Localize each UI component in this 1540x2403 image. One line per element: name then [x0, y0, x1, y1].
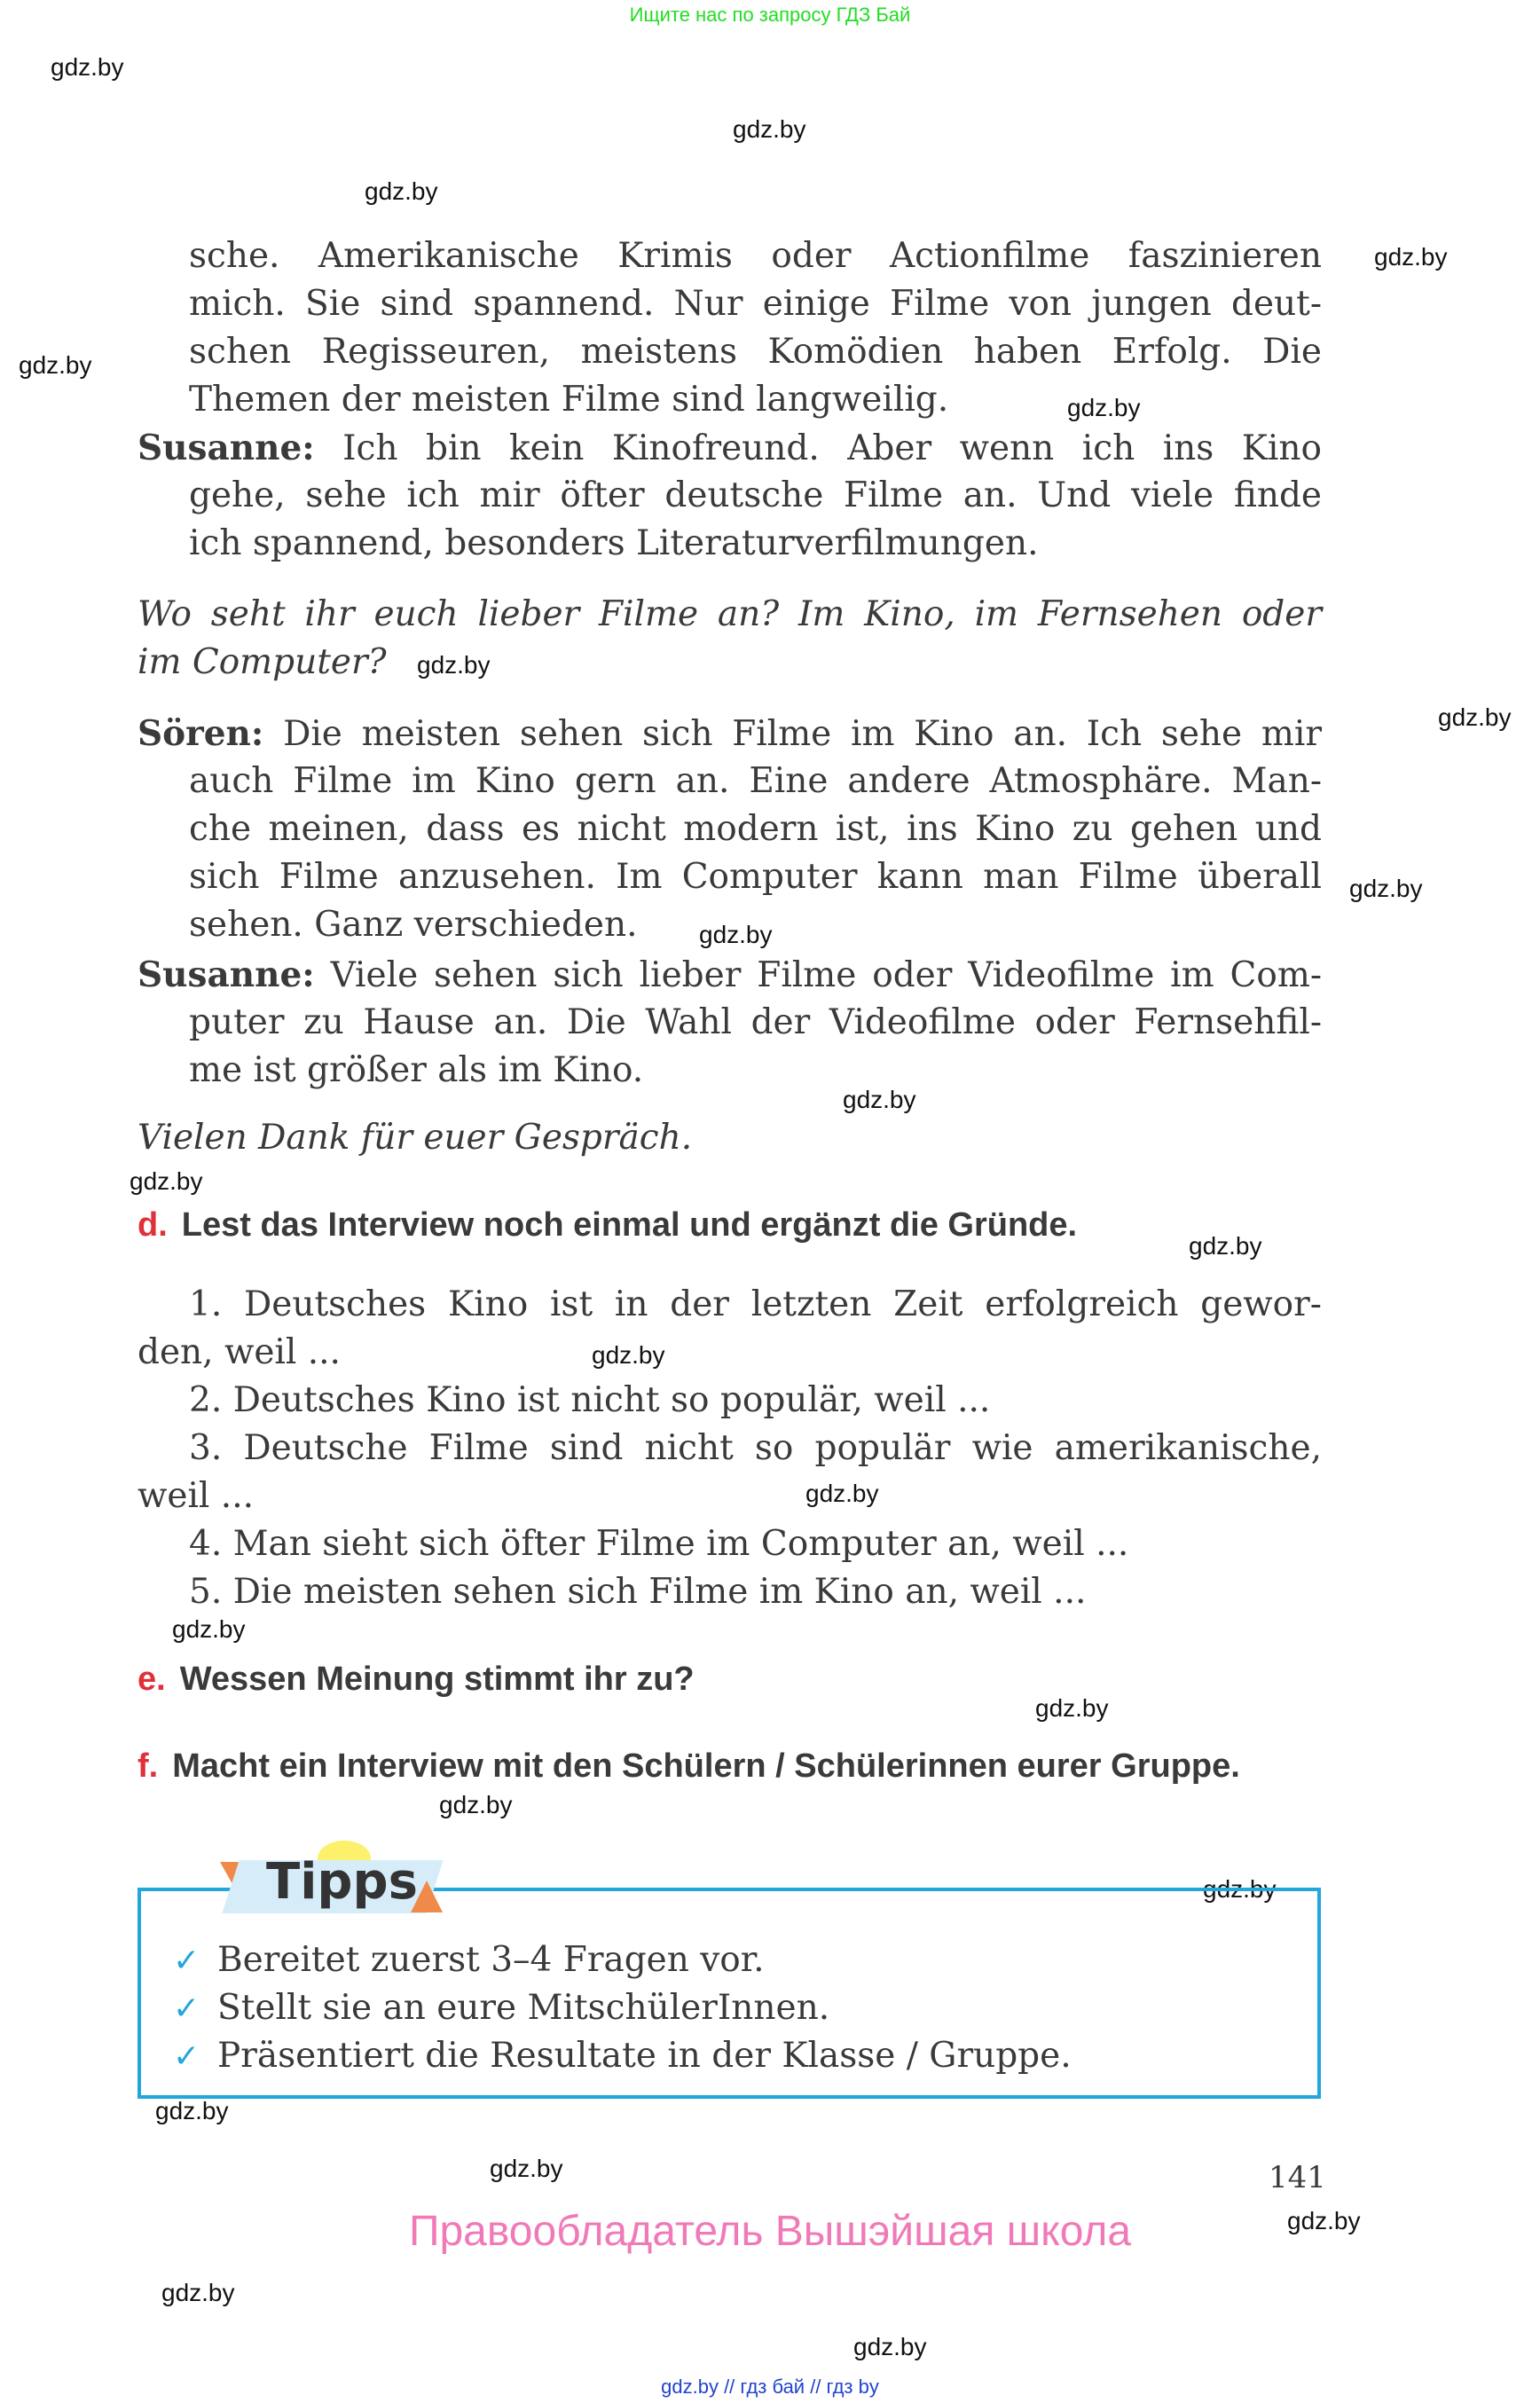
reasons-list [138, 1281, 1322, 1616]
soeren-answer [138, 710, 1322, 949]
text-line: sehen. Ganz verschieden. [189, 905, 638, 945]
list-item-1-cont: den, weil ... [138, 1332, 341, 1372]
watermark-text: gdz.by [1349, 875, 1423, 902]
watermark-text: gdz.by [417, 651, 491, 679]
watermark-text: gdz.by [592, 1341, 665, 1369]
text-line: mich. Sie sind spannend. Nur einige Filme von jungen deut- [189, 284, 1322, 324]
list-item-1: 1. Deutsches Kino ist in der letzten Zeit erfolgreich gewor- [189, 1284, 1322, 1324]
task-letter: f. [138, 1747, 159, 1785]
watermark-text: gdz.by [1067, 394, 1141, 421]
footer-links[interactable]: gdz.by // гдз бай // гдз by [661, 2376, 879, 2398]
task-text: Lest das Interview noch einmal und ergänzt die Gründe. [181, 1206, 1078, 1244]
watermark-text: gdz.by [439, 1791, 513, 1818]
task-text: Macht ein Interview mit den Schülern / Schülerinnen eurer Gruppe. [172, 1747, 1240, 1785]
watermark-text: gdz.by [733, 115, 806, 143]
tipps-badge [220, 1841, 451, 1913]
text-line: sche. Amerikanische Krimis oder Actionfilme faszinieren [189, 236, 1322, 276]
watermark-text: gdz.by [172, 1615, 246, 1643]
task-letter: e. [138, 1661, 166, 1698]
question-line: im Computer? [138, 642, 387, 682]
check-icon: ✓ [173, 1991, 200, 2027]
text-line: schen Regisseuren, meistens Komödien haben Erfolg. Die [189, 332, 1322, 372]
task-f-heading [138, 1747, 1240, 1786]
page-number: 141 [1269, 2160, 1326, 2195]
answer-text: Die meisten sehen sich Filme im Kino an. Ich sehe mir [283, 714, 1322, 754]
check-icon: ✓ [173, 2038, 200, 2075]
speaker-name: Susanne: [138, 428, 315, 468]
text-line: puter zu Hause an. Die Wahl der Videofilme oder Fernsehfil- [189, 1002, 1322, 1042]
task-d-heading [138, 1206, 1077, 1245]
tipps-list [173, 1936, 1072, 2080]
text-line: me ist größer als im Kino. [189, 1050, 644, 1090]
interview-thanks: Vielen Dank für euer Gespräch. [138, 1118, 693, 1158]
task-letter: d. [138, 1206, 168, 1244]
list-item-5: 5. Die meisten sehen sich Filme im Kino an, weil ... [189, 1572, 1087, 1612]
watermark-text: gdz.by [1203, 1875, 1277, 1903]
list-item-3: 3. Deutsche Filme sind nicht so populär wie amerikanische, [189, 1428, 1322, 1468]
susanne-answer-1 [138, 424, 1322, 568]
watermark-text: gdz.by [19, 351, 92, 379]
speaker-name: Sören: [138, 713, 264, 754]
watermark-text: gdz.by [161, 2279, 235, 2306]
list-item-4: 4. Man sieht sich öfter Filme im Computer an, weil ... [189, 1524, 1129, 1564]
text-line: gehe, sehe ich mir öfter deutsche Filme an. Und viele finde [189, 475, 1322, 515]
question-line: Wo seht ihr euch lieber Filme an? Im Kino, im Fernsehen oder [138, 594, 1322, 634]
text-line: ich spannend, besonders Literaturverfilmungen. [189, 523, 1039, 563]
answer-text: Viele sehen sich lieber Filme oder Videofilme im Com- [330, 955, 1322, 995]
watermark-text: gdz.by [699, 921, 773, 948]
answer-text: Ich bin kein Kinofreund. Aber wenn ich ins Kino [342, 428, 1322, 468]
watermark-text: gdz.by [843, 1086, 916, 1113]
tipps-title: Tipps [266, 1853, 418, 1911]
text-line: sich Filme anzusehen. Im Computer kann man Filme überall [189, 857, 1322, 897]
watermark-text: gdz.by [1438, 703, 1512, 731]
tip-item: ✓ Bereitet zuerst 3–4 Fragen vor. [173, 1936, 1072, 1984]
watermark-text: gdz.by [1035, 1694, 1109, 1722]
text-line: che meinen, dass es nicht modern ist, ins Kino zu gehen und [189, 809, 1322, 849]
rights-holder: Правообладатель Вышэйшая школа [408, 2208, 1132, 2255]
text-line: auch Filme im Kino gern an. Eine andere Atmosphäre. Man- [189, 761, 1322, 801]
watermark-text: gdz.by [1374, 243, 1448, 271]
watermark-text: gdz.by [805, 1480, 879, 1507]
tip-item: ✓ Präsentiert die Resultate in der Klasse / Gruppe. [173, 2032, 1072, 2080]
task-e-heading [138, 1661, 695, 1699]
list-item-3-cont: weil ... [138, 1476, 254, 1516]
watermark-text: gdz.by [51, 53, 124, 81]
watermark-text: gdz.by [853, 2333, 927, 2360]
search-banner[interactable]: Ищите нас по запросу ГДЗ Бай [629, 4, 911, 26]
watermark-text: gdz.by [365, 177, 438, 205]
task-text: Wessen Meinung stimmt ihr zu? [179, 1661, 695, 1698]
watermark-text: gdz.by [130, 1167, 203, 1195]
list-item-2: 2. Deutsches Kino ist nicht so populär, weil ... [189, 1380, 991, 1420]
susanne-answer-2 [138, 951, 1322, 1095]
watermark-text: gdz.by [155, 2097, 229, 2124]
interview-continuation [138, 232, 1322, 424]
interview-question [138, 591, 1322, 687]
watermark-text: gdz.by [1287, 2207, 1361, 2234]
text-line: Themen der meisten Filme sind langweilig. [189, 380, 949, 420]
watermark-text: gdz.by [1189, 1232, 1262, 1260]
check-icon: ✓ [173, 1943, 200, 1979]
tip-item: ✓ Stellt sie an eure MitschülerInnen. [173, 1984, 1072, 2032]
speaker-name: Susanne: [138, 954, 315, 995]
watermark-text: gdz.by [490, 2155, 563, 2182]
